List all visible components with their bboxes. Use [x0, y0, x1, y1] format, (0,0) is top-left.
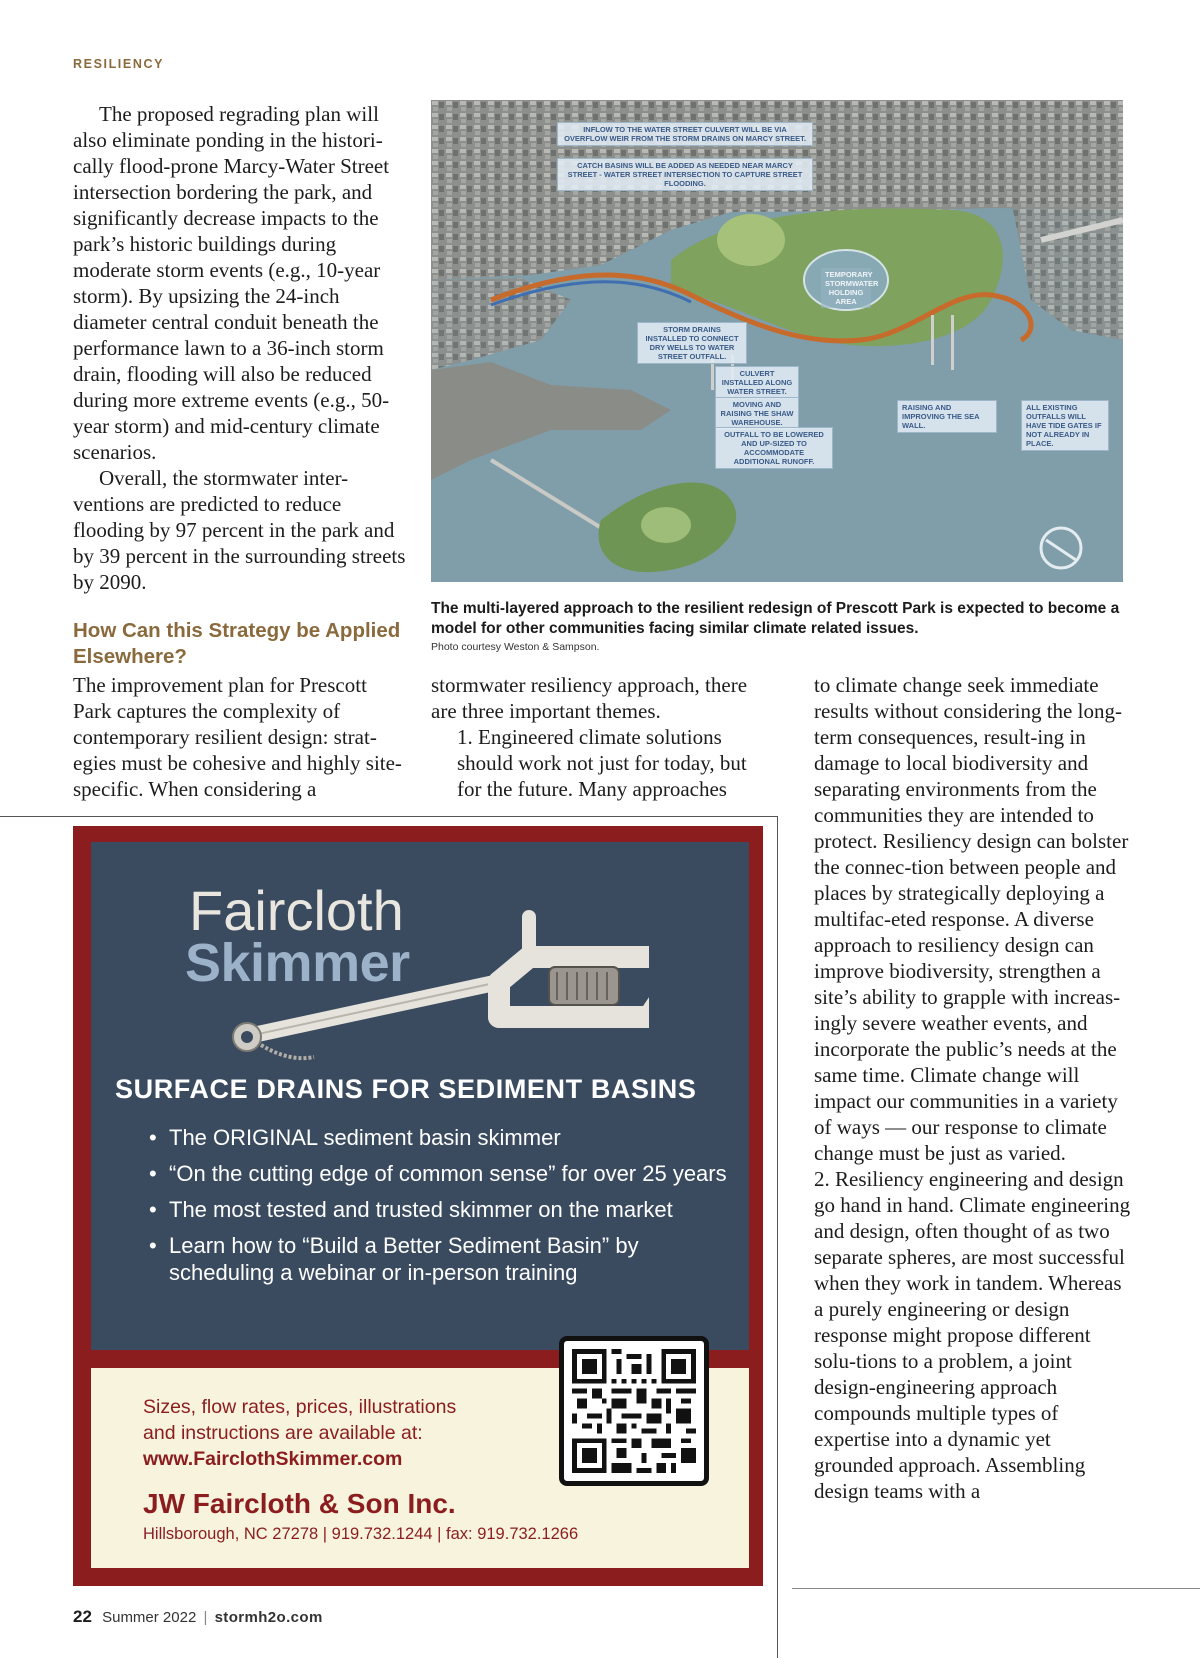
ad-bullet: • Learn how to “Build a Better Sediment Basin” by scheduling a webinar or in-person training [149, 1233, 639, 1285]
footer-site-link[interactable]: stormh2o.com [214, 1609, 323, 1626]
map-label-storm-drains: STORM DRAINS INSTALLED TO CONNECT DRY WELLS TO WATER STREET OUTFALL. [637, 322, 747, 364]
paragraph: to climate change seek immediate results without considering the long-term consequences, result-ing in damage to local biodiversity and separating environments from the communities they are intended to protect. Resiliency design can bolster the connec-tion between people and places by strategically deploying a multifac-eted response. A diverse approach to resiliency design can improve biodiversity, strengthen a site’s ability to grapple with increas-ingly severe weather events, and incorporate the public’s needs at the same time. Climate change will impact our communities in a variety of ways — our response to climate change must be just as varied. [814, 673, 1129, 1165]
paragraph: The improvement plan for Prescott Park captures the complexity of contemporary resilient design: strat-egies must be cohesive and highly site-specific. When considering a [73, 673, 402, 801]
ad-info-line: and instructions are available at: [143, 1422, 423, 1444]
registered-mark: ® [507, 975, 515, 986]
paragraph: Overall, the stormwater inter-ventions are predicted to reduce flooding by 97 percent in the park and by 39 percent in the surrounding streets by 2090. [73, 466, 406, 594]
column-end-rule [792, 1588, 1200, 1589]
ad-top-rule [0, 816, 778, 817]
footer-separator: | [203, 1609, 208, 1626]
map-label-warehouse: MOVING AND RAISING THE SHAW WAREHOUSE. [715, 397, 799, 430]
column-1-bottom-text [73, 672, 408, 802]
section-label: RESILIENCY [73, 57, 165, 71]
ad-contact-line: Hillsborough, NC 27278 | 919.732.1244 | fax: 919.732.1266 [143, 1525, 579, 1543]
ad-bullet: • “On the cutting edge of common sense” for over 25 years [149, 1161, 727, 1186]
map-label-tide-gates: ALL EXISTING OUTFALLS WILL HAVE TIDE GATES IF NOT ALREADY IN PLACE. [1021, 400, 1109, 451]
ad-logo-faircloth: Faircloth [189, 879, 404, 942]
ad-logo-skimmer: Skimmer [185, 933, 410, 993]
numbered-item: 1. Engineered climate solutions should work not just for today, but for the future. Many approaches [457, 725, 747, 801]
map-label-culvert: CULVERT INSTALLED ALONG WATER STREET. [715, 366, 799, 399]
ad-bullet: • The ORIGINAL sediment basin skimmer [149, 1125, 561, 1150]
ad-headline: SURFACE DRAINS FOR SEDIMENT BASINS [115, 1074, 697, 1104]
figure-caption: The multi-layered approach to the resilient redesign of Prescott Park is expected to become a model for other communities facing similar climate related issues. [431, 600, 1120, 637]
site-plan-figure [431, 100, 1123, 582]
ad-top-panel [91, 842, 749, 1350]
map-label-holding-area: TEMPORARY STORMWATER HOLDING AREA [821, 268, 871, 308]
section-subheading: How Can this Strategy be Applied Elsewhere? [73, 619, 401, 668]
ad-side-rule [777, 816, 778, 1658]
paragraph: The proposed regrading plan will also eliminate ponding in the histori-cally flood-prone Marcy-Water Street intersection bordering the park, and significantly decrease impacts to the park’s historic buildings during moderate storm events (e.g., 10-year storm). By upsizing the 24-inch diameter central conduit beneath the performance lawn to a 36-inch storm drain, flooding will also be reduced during more extreme events (e.g., 50-year storm) and mid-century climate scenarios. [73, 102, 390, 464]
page-footer [73, 1607, 323, 1627]
map-label-inflow: INFLOW TO THE WATER STREET CULVERT WILL BE VIA OVERFLOW WEIR FROM THE STORM DRAINS ON MARCY STREET. [557, 122, 813, 146]
paragraph: stormwater resiliency approach, there are three important themes. [431, 673, 748, 723]
ad-bullet: • The most tested and trusted skimmer on the market [149, 1197, 673, 1222]
skimmer-illustration-icon [229, 887, 649, 1067]
faircloth-skimmer-ad[interactable] [73, 826, 763, 1586]
map-label-outfall: OUTFALL TO BE LOWERED AND UP-SIZED TO ACCOMMODATE ADDITIONAL RUNOFF. [715, 427, 833, 469]
photo-credit: Photo courtesy Weston & Sampson. [431, 641, 600, 653]
column-2-bottom-text [431, 672, 771, 802]
numbered-item: 2. Resiliency engineering and design go hand in hand. Climate engineering and design, often thought of as two separate spheres, are most successful when they work in tandem. Whereas a purely engineering or design response might propose different solu-tions to a problem, a joint design-engineering approach compounds multiple types of expertise into a dynamic yet grounded approach. Assembling design teams with a [814, 1167, 1131, 1503]
ad-bullet-list [149, 1124, 729, 1295]
map-label-catch-basins: CATCH BASINS WILL BE ADDED AS NEEDED NEAR MARCY STREET - WATER STREET INTERSECTION TO CAPTURE STREET FLOODING. [557, 158, 813, 191]
map-label-sea-wall: RAISING AND IMPROVING THE SEA WALL. [897, 400, 997, 433]
column-3-text [814, 672, 1134, 1504]
ad-info-line: Sizes, flow rates, prices, illustrations [143, 1396, 457, 1418]
ad-company-name: JW Faircloth & Son Inc. [143, 1488, 456, 1519]
ad-website-link[interactable]: www.FairclothSkimmer.com [143, 1448, 403, 1470]
qr-code-icon[interactable] [559, 1336, 709, 1486]
issue-label: Summer 2022 [102, 1609, 197, 1626]
ad-info-text [143, 1394, 563, 1472]
column-1-top-text [73, 101, 408, 595]
page-number: 22 [73, 1607, 92, 1626]
